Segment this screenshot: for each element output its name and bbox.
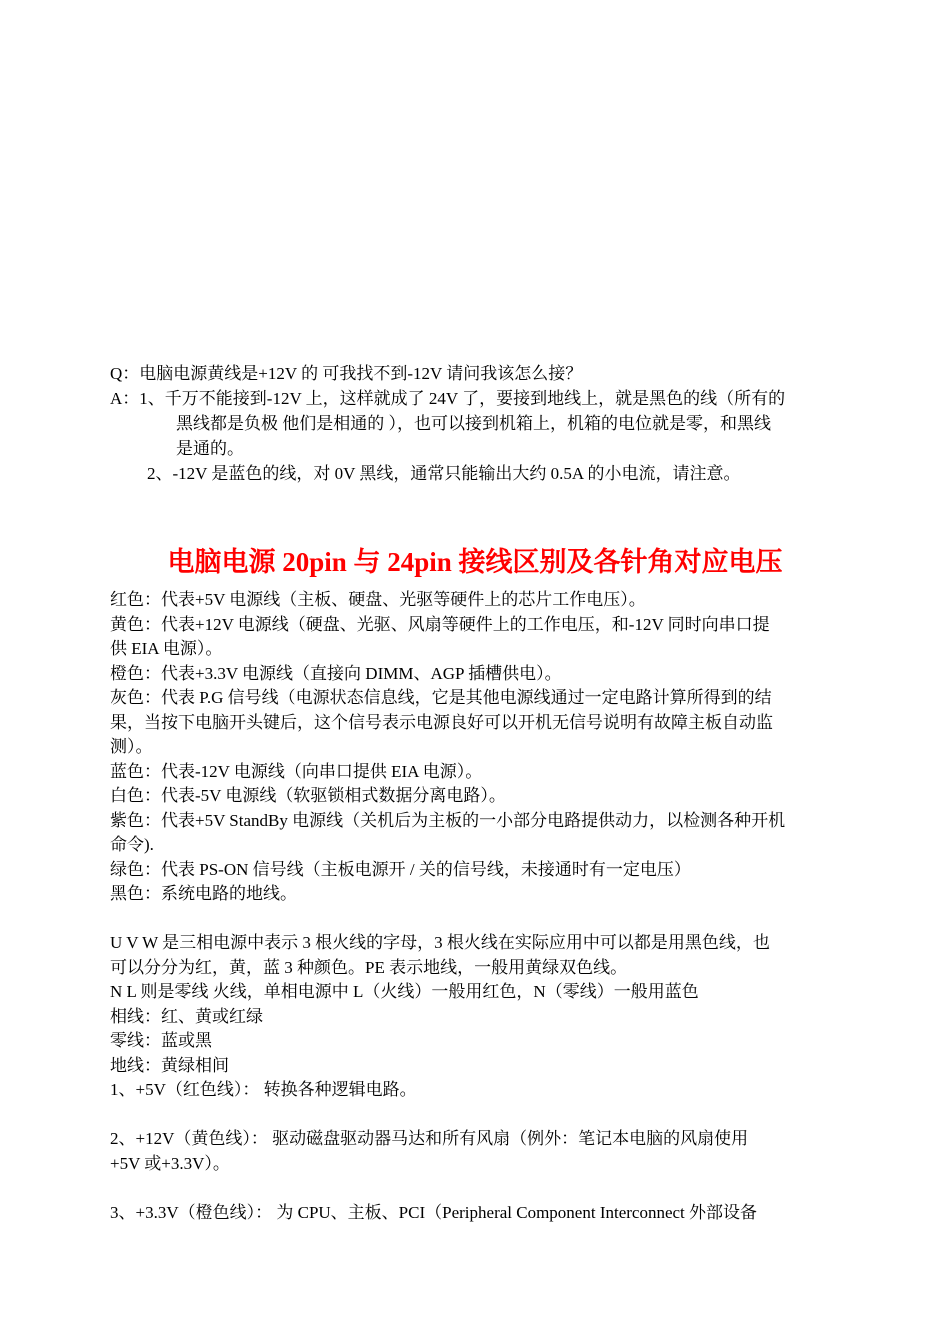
answer-1-line-3: 是通的。	[176, 439, 244, 458]
body-line: +5V 或+3.3V）。	[110, 1153, 230, 1173]
section-title: 电脑电源 20pin 与 24pin 接线区别及各针角对应电压	[167, 547, 783, 577]
body-line: 可以分分为红，黄，蓝 3 种颜色。PE 表示地线，一般用黄绿双色线。	[110, 957, 628, 977]
body-line: 白色：代表-5V 电源线（软驱锁相式数据分离电路）。	[110, 786, 506, 805]
body-line: 1、+5V（红色线）： 转换各种逻辑电路。	[110, 1080, 417, 1099]
body-line: 地线：黄绿相间	[110, 1055, 229, 1075]
body-line: 紫色：代表+5V StandBy 电源线（关机后为主板的一小部分电路提供动力，以检测各种开机	[110, 810, 786, 830]
answer-1-line-2: 黑线都是负极 他们是相通的 ），也可以接到机箱上，机箱的电位就是零，和黑线	[176, 414, 771, 433]
body-line: 黑色：系统电路的地线。	[110, 884, 297, 903]
body-line: 黄色：代表+12V 电源线（硬盘、光驱、风扇等硬件上的工作电压，和-12V 同时向串口提	[110, 614, 770, 634]
question-line: Q：电脑电源黄线是+12V 的 可我找不到-12V 请问我该怎么接？	[110, 364, 583, 383]
body-line: 测）。	[110, 737, 153, 756]
body-line: 灰色：代表 P.G 信号线（电源状态信息线，它是其他电源线通过一定电路计算所得到的结	[110, 688, 772, 707]
body-line: 供 EIA 电源）。	[110, 639, 223, 658]
body-line: N L 则是零线 火线，单相电源中 L（火线）一般用红色，N（零线）一般用蓝色	[110, 982, 699, 1001]
body-line: 绿色：代表 PS-ON 信号线（主板电源开 / 关的信号线，未接通时有一定电压）	[110, 859, 691, 879]
body-line: 命令).	[110, 835, 154, 854]
answer-2-line: 2、-12V 是蓝色的线，对 0V 黑线，通常只能输出大约 0.5A 的小电流，请注意。	[147, 464, 741, 483]
body-line: 红色：代表+5V 电源线（主板、硬盘、光驱等硬件上的芯片工作电压）。	[110, 590, 646, 609]
body-line: 橙色：代表+3.3V 电源线（直接向 DIMM、AGP 插槽供电）。	[110, 663, 562, 683]
body-line: 果，当按下电脑开头键后，这个信号表示电源良好可以开机无信号说明有故障主板自动监	[110, 712, 773, 732]
body-line: U V W 是三相电源中表示 3 根火线的字母，3 根火线在实际应用中可以都是用黑色线，也	[110, 933, 770, 952]
body-line: 2、+12V（黄色线）： 驱动磁盘驱动器马达和所有风扇（例外：笔记本电脑的风扇使用	[110, 1129, 749, 1148]
body-line: 3、+3.3V（橙色线）： 为 CPU、主板、PCI（Peripheral Component Interconnect 外部设备	[110, 1202, 758, 1222]
body-line: 蓝色：代表-12V 电源线（向串口提供 EIA 电源）。	[110, 761, 483, 781]
body-line: 相线：红、黄或红绿	[110, 1006, 263, 1026]
answer-1-line-1: A：1、千万不能接到-12V 上，这样就成了 24V 了，要接到地线上，就是黑色的线（所有的	[110, 389, 786, 408]
body-line: 零线：蓝或黑	[110, 1031, 212, 1050]
